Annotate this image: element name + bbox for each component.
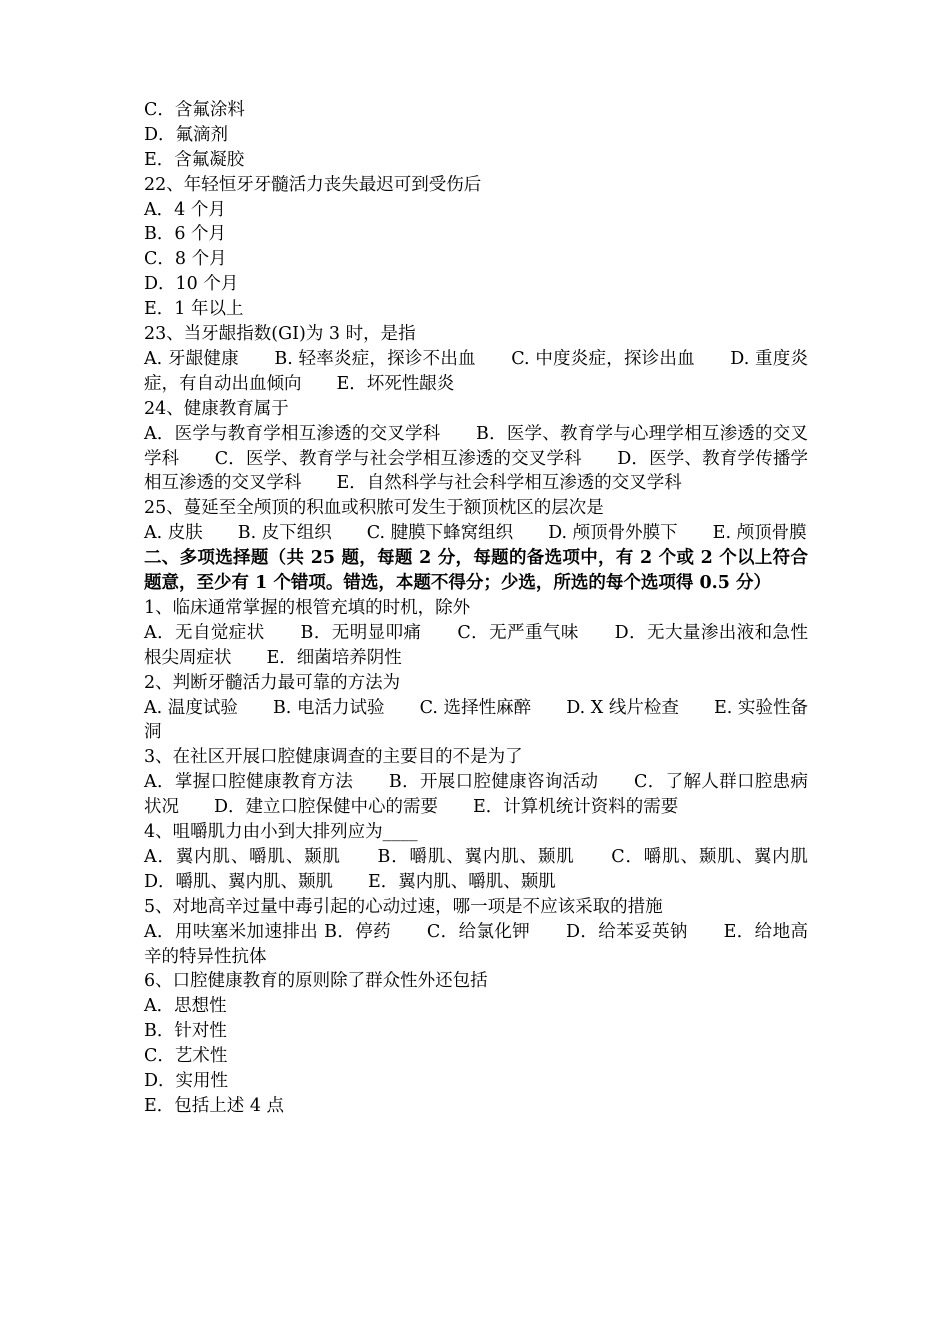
multi-question-2-stem: 2、判断牙髓活力最可靠的方法为	[144, 672, 401, 693]
section-2-header: 二、多项选择题（共 25 题，每题 2 分，每题的备选项中，有 2 个或 2 个以上符合题意，至少有 1 个错项。错选，本题不得分；少选，所选的每个选项得 0.5 分）	[144, 548, 808, 594]
multi-question-3-options: A．掌握口腔健康教育方法 B．开展口腔健康咨询活动 C．了解人群口腔患病状况 D．建立口腔保健中心的需要 E．计算机统计资料的需要	[144, 772, 808, 818]
multi-question-2-options: A. 温度试验 B. 电活力试验 C. 选择性麻醉 D. X 线片检查 E. 实验性备洞	[144, 697, 808, 743]
option-line: E．含氟凝胶	[144, 149, 245, 170]
question-25-stem: 25、蔓延至全颅顶的积血或积脓可发生于额顶枕区的层次是	[144, 498, 604, 519]
option-line: E．包括上述 4 点	[144, 1095, 285, 1116]
multi-question-4-stem: 4、咀嚼肌力由小到大排列应为____	[144, 822, 418, 843]
question-23-options: A. 牙龈健康 B. 轻率炎症，探诊不出血 C. 中度炎症，探诊出血 D. 重度炎症，有自动出血倾向 E．坏死性龈炎	[144, 348, 808, 394]
option-line: C．8 个月	[144, 249, 227, 270]
option-line: B．针对性	[144, 1021, 227, 1042]
multi-question-5-stem: 5、对地高辛过量中毒引起的心动过速，哪一项是不应该采取的措施	[144, 896, 663, 917]
option-line: D．10 个月	[144, 274, 239, 295]
multi-question-5-options: A．用呋塞米加速排出 B．停药 C．给氯化钾 D．给苯妥英钠 E．给地高辛的特异性抗体	[144, 921, 808, 967]
multi-question-4-options: A．翼内肌、嚼肌、颞肌 B．嚼肌、翼内肌、颞肌 C．嚼肌、颞肌、翼内肌 D．嚼肌、翼内肌、颞肌 E．翼内肌、嚼肌、颞肌	[144, 846, 843, 892]
question-24-stem: 24、健康教育属于	[144, 398, 289, 419]
question-23-stem: 23、当牙龈指数(GI)为 3 时，是指	[144, 324, 416, 345]
option-line: B．6 个月	[144, 224, 227, 245]
question-24-options: A．医学与教育学相互渗透的交叉学科 B．医学、教育学与心理学相互渗透的交叉学科 C．医学、教育学与社会学相互渗透的交叉学科 D．医学、教育学传播学相互渗透的交叉学科 E．自然科学与社会科学相互渗透的交叉学科	[144, 423, 808, 494]
multi-question-3-stem: 3、在社区开展口腔健康调查的主要目的不是为了	[144, 747, 523, 768]
multi-question-6-stem: 6、口腔健康教育的原则除了群众性外还包括	[144, 971, 488, 992]
option-line: D．实用性	[144, 1071, 229, 1092]
multi-question-1-stem: 1、临床通常掌握的根管充填的时机，除外	[144, 597, 471, 618]
option-line: C．艺术性	[144, 1046, 228, 1067]
option-line: C．含氟涂料	[144, 100, 245, 120]
option-line: E．1 年以上	[144, 299, 244, 320]
option-line: A．4 个月	[144, 199, 226, 220]
option-line: A．思想性	[144, 996, 227, 1017]
document-body	[144, 98, 843, 1119]
multi-question-1-options: A．无自觉症状 B．无明显叩痛 C．无严重气味 D．无大量渗出液和急性根尖周症状 E．细菌培养阴性	[144, 622, 808, 668]
question-25-options: A. 皮肤 B. 皮下组织 C. 腱膜下蜂窝组织 D. 颅顶骨外膜下 E. 颅顶骨膜	[144, 523, 807, 544]
option-line: D．氟滴剂	[144, 124, 229, 145]
question-22-stem: 22、年轻恒牙牙髓活力丧失最迟可到受伤后	[144, 174, 482, 195]
